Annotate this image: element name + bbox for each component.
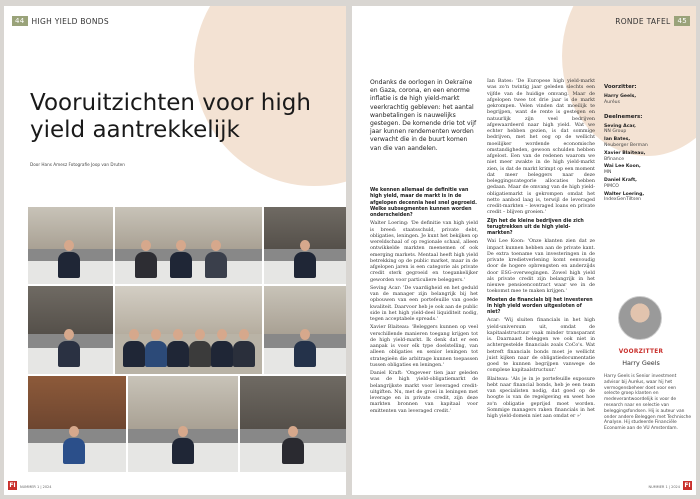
page-number: 44 — [12, 16, 28, 26]
answer-paragraph: Walter Loering: 'De definitie van high yield is breed: staatsschuld, private debt, obligaties, leningen. Je kunt het bekijken op wereldschaal of op regionale schaal, alleen ontwikkelde markten meenemen of ook emerging markets. Mentaal heeft high yield betrekking op de public market, maar in de afgelopen jaren is een categorie als private credit sterk gegroeid en toegankelijker geworden voor particuliere beleggers.' — [370, 221, 478, 283]
question-paragraph: We kennen allemaal de definitie van high yield, maar de markt is in de afgelopen decennia heel snel gegroeid. Welke subsegmenten kunnen worden onderscheiden? — [370, 188, 477, 218]
participant-org: Neuberger Berman — [604, 142, 648, 148]
moderator-name: Harry Geels, — [604, 94, 637, 99]
footer-issue: NUMMER 1 | 2024 — [648, 485, 680, 489]
photo-participant — [240, 376, 346, 472]
participants-sidebar — [604, 84, 692, 205]
participant-name: Walter Loering, — [604, 191, 645, 197]
section-label: RONDE TAFEL — [615, 16, 671, 26]
article-title: Vooruitzichten voor high yield aantrekkelijk — [30, 90, 311, 143]
photo-participant — [264, 286, 346, 374]
participant-org: IndexGenTiltsen — [604, 197, 642, 203]
participant-org: PIMCO — [604, 183, 619, 189]
right-page-header — [615, 16, 690, 26]
chair-name: Harry Geels — [622, 359, 660, 367]
section-label: HIGH YIELD BONDS — [31, 16, 109, 26]
chair-portrait — [618, 296, 662, 340]
photo-participant — [28, 376, 126, 472]
left-page-header — [12, 16, 109, 26]
participant-name: Ian Bates, — [604, 137, 631, 143]
fi-logo: FI — [684, 482, 691, 489]
participant-name: Seving Acar, — [604, 123, 636, 129]
article-column-1 — [370, 188, 478, 488]
answer-paragraph: Blaiteau: 'Als je in je portefeuille exposure hebt naar financial bonds, heb je een team van specialisten nodig, dat goed op de hoogte is van de regelgeving en weet hoe zo'n obligatie geprijsd moet worden. Sommige managers raken financials in het high yield-domein niet aan omdat er »' — [487, 376, 595, 419]
answer-paragraph: Daniel Kraft: 'Ongeveer tien jaar geleden was de high yield-obligatiemarkt de belangrijkste markt voor leveraged credit-uitgiften. Nu, met de groei in leningen met leverage en in private credit, zijn deze markten bronnen van kapitaal voor emittenten van leveraged credit.' — [370, 371, 478, 414]
participant-org: MN — [604, 170, 612, 176]
participant-name: Wai Lee Koon, — [604, 164, 641, 170]
chair-label: VOORZITTER — [618, 349, 664, 355]
page-number: 45 — [674, 16, 690, 26]
participant-name: Xavier Blaiteau, — [604, 150, 646, 156]
answer-paragraph: Xavier Blaiteau: 'Beleggers kunnen op veel verschillende manieren toegang krijgen tot de high yield-markt. Ik denk dat er een aanpak is voor elk type doelstelling, van alleen obligaties en senior leningen tot strategieën die arbitrage kunnen toepassen tussen obligaties en leningen.' — [370, 325, 478, 368]
moderator-org: Auréus — [604, 99, 620, 105]
photo-participant — [28, 286, 113, 374]
participants-list — [604, 124, 692, 204]
photo-participant — [28, 207, 113, 284]
photo-roundtable — [115, 207, 262, 284]
footer-issue: NUMMER 1 | 2024 — [20, 485, 52, 489]
photo-participant — [264, 207, 346, 284]
moderator-heading: Voorzitter: — [604, 84, 637, 90]
question-paragraph: Zijn het de kleine bedrijven die zich terugtrekken uit de high yield-markten? — [487, 218, 584, 236]
article-intro: Ondanks de oorlogen in Oekraïne en Gaza, corona, en een enorme inflatie is de high yield-markt veerkrachtig gebleven: het aantal wanbetalingen is nauwelijks gestegen. De komende drie tot vijf jaar kunnen rendementen worden verwacht die in de buurt komen van die van aandelen. — [370, 79, 477, 152]
participant-org: Bfinance — [604, 156, 625, 162]
photo-credit: Door Hans Amesz Fotografie Joop van Druten — [30, 162, 125, 167]
fi-logo: FI — [9, 482, 16, 489]
participant-org: NN Group — [604, 129, 627, 135]
question-paragraph: Moeten de financials bij het investeren in high yield worden uitgesloten of niet? — [487, 297, 593, 315]
participants-heading: Deelnemers: — [604, 113, 643, 120]
photo-group — [115, 286, 262, 374]
left-page — [4, 6, 346, 495]
chair-bio: Harry Geels is Senior investment advisor bij Auréus, waar hij het vermogensbeheer doet voor een selecte groep klanten en medeverantwoordelijk is voor de research naar en selectie van beleggingsfondsen. Hij is auteur van onder andere Beleggen met Technische Analyse. Hij studeerde Financiële Economie aan de VU Amsterdam. — [604, 374, 692, 432]
answer-paragraph: Seving Acar: 'De vaardigheid en het geduld van de manager zijn belangrijk bij het opbouwen van een portefeuille van goede kwaliteit. Daarvoor heb je ook aan de public side in het high yield-deel liquiditeit nodig, tegen acceptabele spreads.' — [370, 285, 478, 322]
answer-paragraph: Acar: 'Wij sluiten financials in het high yield-universum uit, omdat de kapitaalstructuur vaak minder transparant is. Daarnaast beleggen we ook niet in achtergestelde financials zoals CoCo's. Wat betreft financials bonds moet je wellicht juist kijken naar de obligatiedocumentatie goed te kunnen begrijpen vanwege de complexe kapitaalstructuur.' — [487, 318, 595, 374]
participant-name: Daniel Kraft, — [604, 177, 637, 183]
photo-collage — [28, 207, 346, 472]
article-column-2 — [487, 79, 595, 489]
answer-paragraph: Wai Lee Koon: 'Onze klanten zien dat ze impact kunnen hebben aan de private kant. De extra toename van investeringen in de private kredietverlening komt eenvoudig door de hogere opbrengsten en anderzijds door ESG-overwegingen. Zowel high yield als private credit zijn belangrijk in het nieuwe pensioencontract waar we in de toekomst mee te maken krijgen.' — [487, 239, 595, 295]
photo-participant — [128, 376, 238, 472]
answer-paragraph: Ian Bates: 'De Europese high yield-markt was zo'n twintig jaar geleden slechts een vijfde van de huidige omvang. Maar de afgelopen twee tot drie jaar is de markt gekrompen. Velen vinden dat moeilijk te begrijpen, want de rente is gestegen en natuurlijk zijn veel bedrijven afgewaardeerd naar high yield. Wat we echter hebben gezien, is dat sommige bedrijven, met het oog op de wellicht moeilijker wordende economische omstandigheden, gewoon schulden hebben afgelost. Een van de redenen waarom we niet meer zwakte in de high yield-markt zien, is dat de markt krimpt op een moment dat meer beleggers naar deze beleggingscategorie allocaties hebben gedaan. Maar de omvang van de high yield-obligatiemarkt is gekrompen omdat het netto aanbod laag is, terwijl de leveraged credit-markten – leveraged loans en private credit – blijven groeien.' — [487, 79, 595, 216]
